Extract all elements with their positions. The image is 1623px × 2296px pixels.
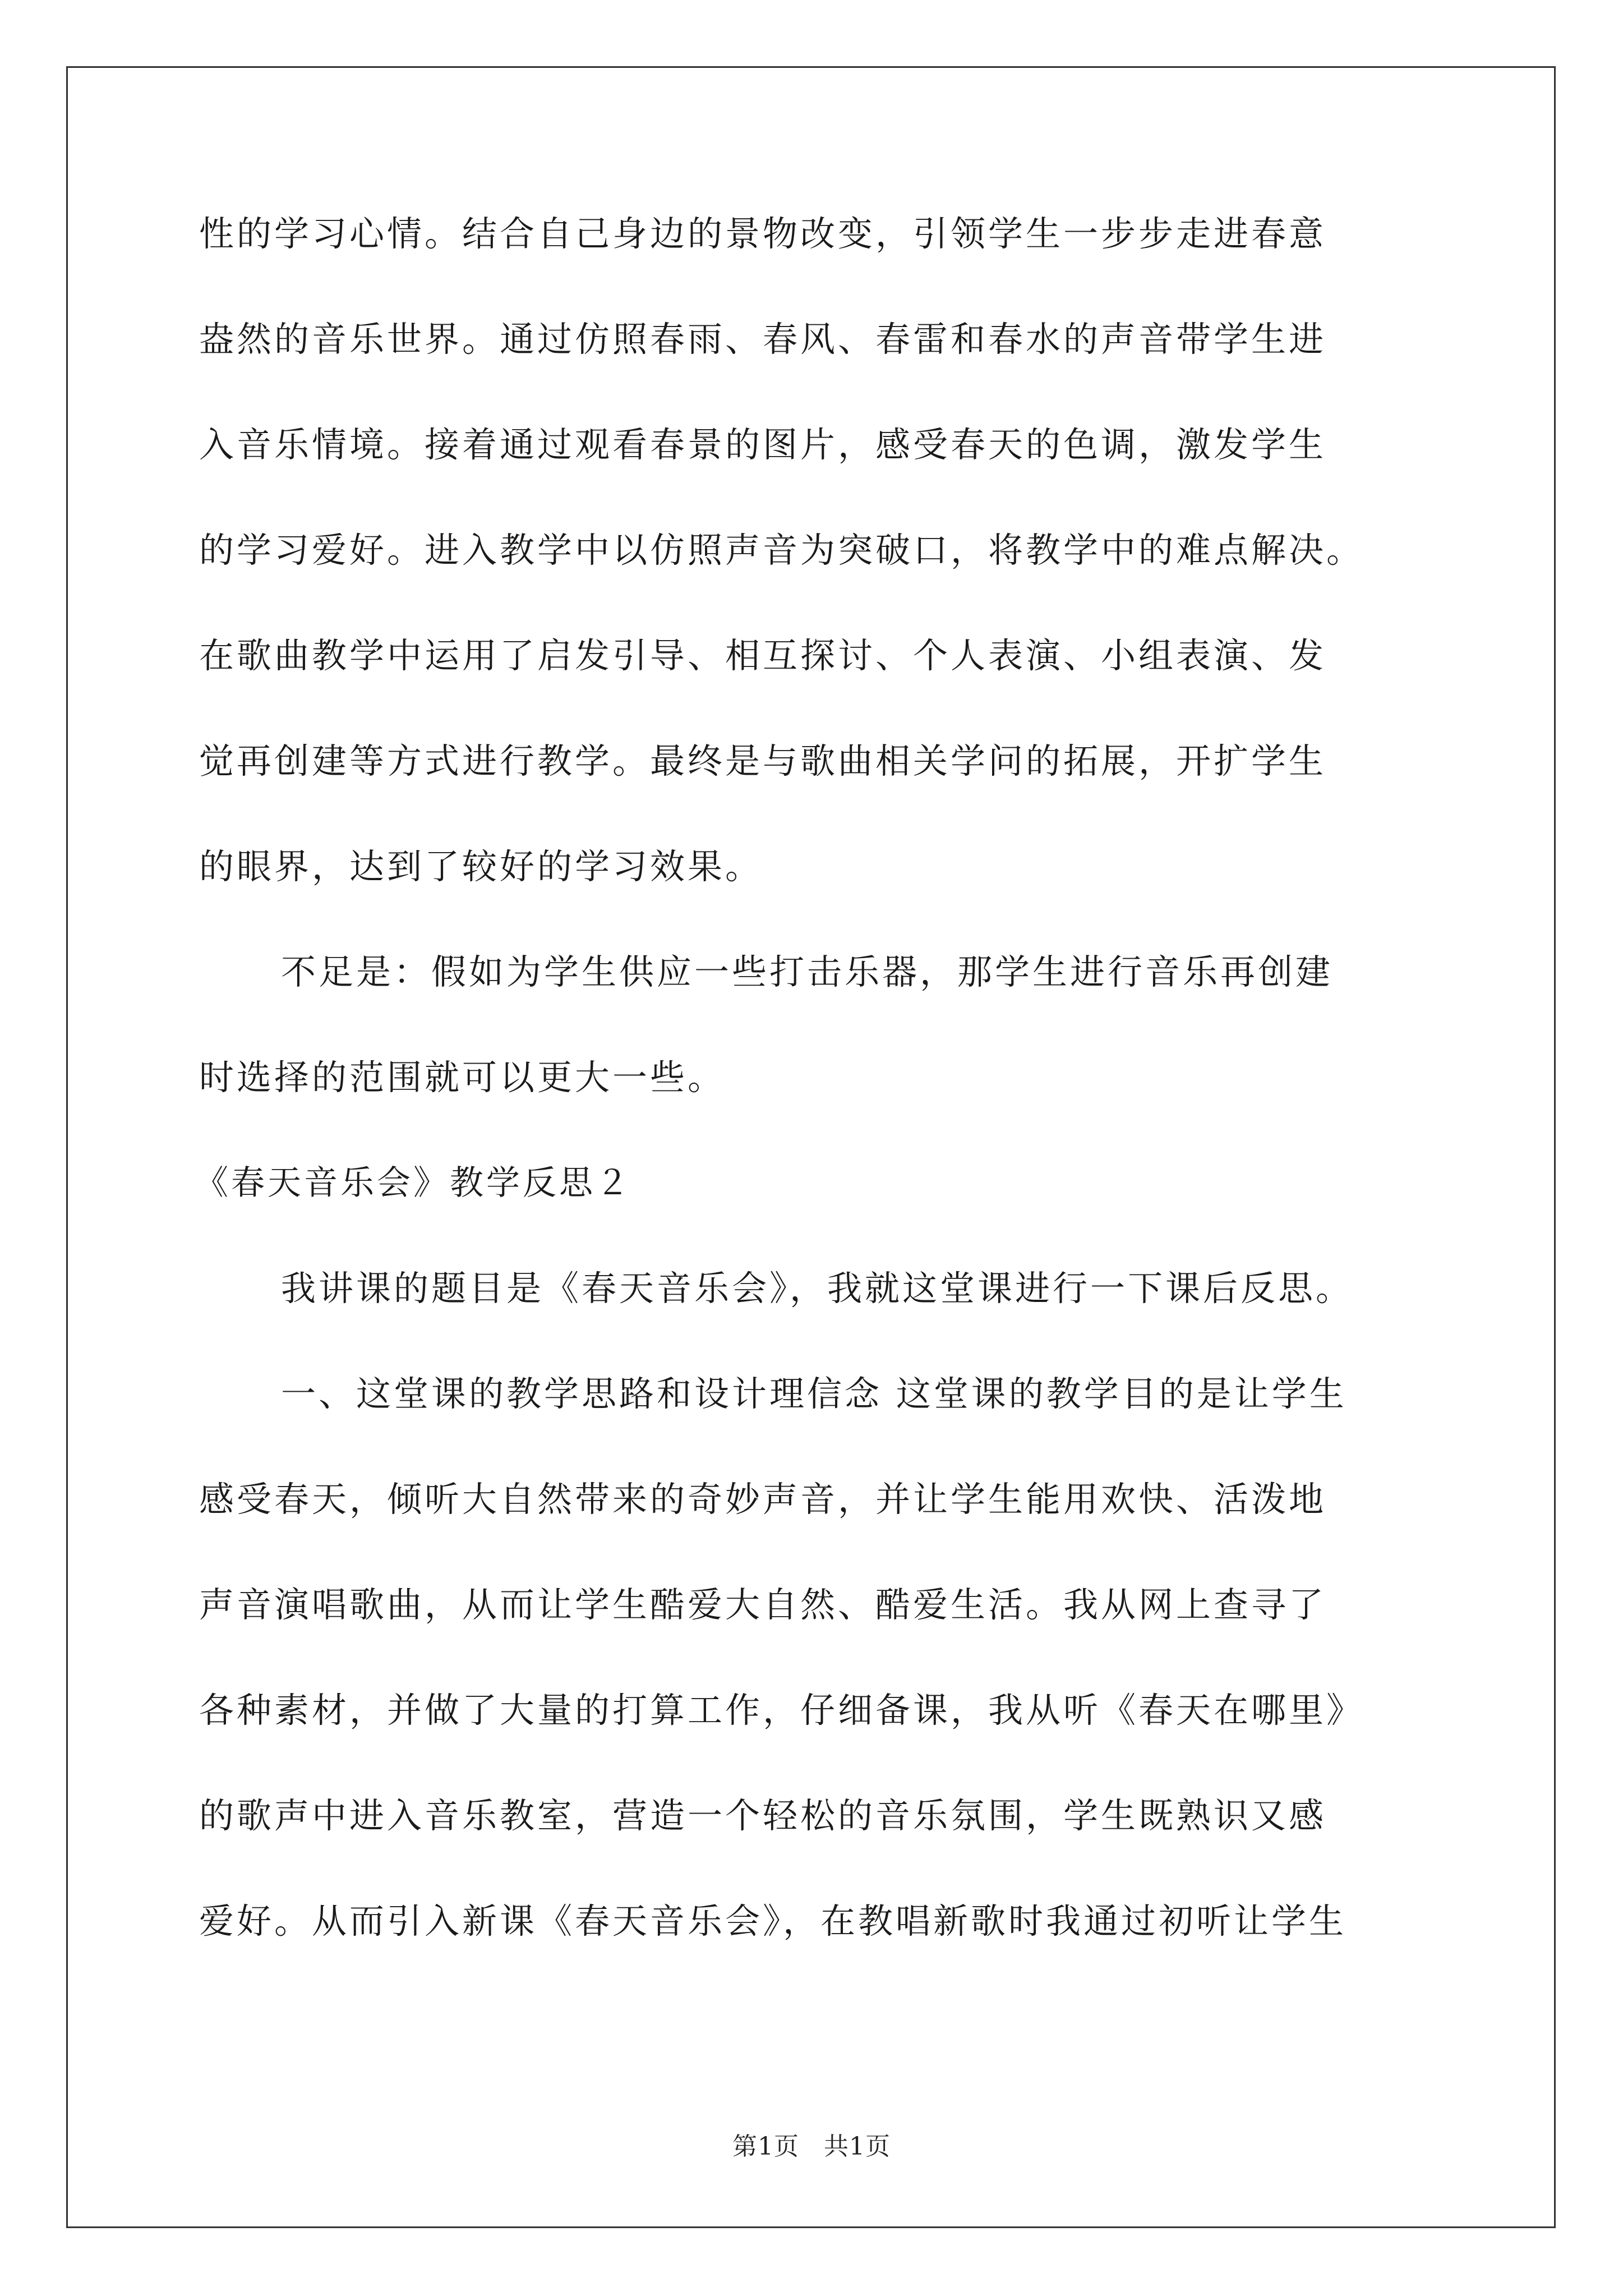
paragraph-line: 各种素材，并做了大量的打算工作，仔细备课，我从听《春天在哪里》 — [199, 1690, 1364, 1731]
paragraph-line: 声音演唱歌曲，从而让学生酷爱大自然、酷爱生活。我从网上查寻了 — [199, 1584, 1327, 1625]
paragraph-line: 的歌声中进入音乐教室，营造一个轻松的音乐氛围，学生既熟识又感 — [199, 1795, 1327, 1836]
paragraph-line: 不足是：假如为学生供应一些打击乐器，那学生进行音乐再创建 — [281, 951, 1334, 992]
paragraph-line: 的眼界，达到了较好的学习效果。 — [199, 846, 763, 887]
page-number: 第1页 — [732, 2132, 799, 2161]
paragraph-line: 入音乐情境。接着通过观看春景的图片，感受春天的色调，激发学生 — [199, 424, 1327, 465]
paragraph-line: 在歌曲教学中运用了启发引导、相互探讨、个人表演、小组表演、发 — [199, 635, 1327, 676]
page-footer — [0, 2126, 1623, 2162]
section-heading: 《春天音乐会》教学反思２ — [195, 1163, 632, 1203]
page-total: 共1页 — [824, 2132, 891, 2161]
paragraph-line: 盎然的音乐世界。通过仿照春雨、春风、春雷和春水的声音带学生进 — [199, 319, 1327, 360]
paragraph-line: 爱好。从而引入新课《春天音乐会》，在教唱新歌时我通过初听让学生 — [199, 1901, 1347, 1941]
paragraph-line: 的学习爱好。进入教学中以仿照声音为突破口，将教学中的难点解决。 — [199, 530, 1364, 570]
paragraph-line: 觉再创建等方式进行教学。最终是与歌曲相关学问的拓展，开扩学生 — [199, 740, 1327, 781]
paragraph-line: 我讲课的题目是《春天音乐会》，我就这堂课进行一下课后反思。 — [281, 1268, 1354, 1309]
paragraph-line: 感受春天，倾听大自然带来的奇妙声音，并让学生能用欢快、活泼地 — [199, 1479, 1327, 1520]
paragraph-line: 一、这堂课的教学思路和设计理信念 这堂课的教学目的是让学生 — [281, 1373, 1347, 1414]
paragraph-line: 性的学习心情。结合自己身边的景物改变，引领学生一步步走进春意 — [199, 213, 1327, 254]
paragraph-line: 时选择的范围就可以更大一些。 — [199, 1057, 726, 1098]
